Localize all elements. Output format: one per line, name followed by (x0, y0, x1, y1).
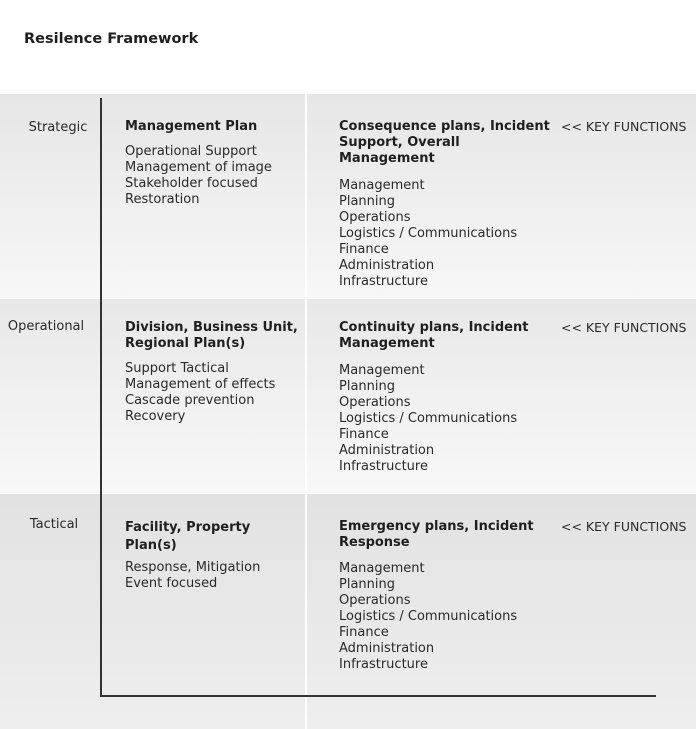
plan-tactical (125, 519, 300, 592)
function-item: Management (339, 363, 425, 378)
level-label-operational: Operational (7, 319, 85, 334)
functions-operational (339, 320, 554, 475)
column-divider (305, 94, 307, 729)
function-item: Infrastructure (339, 274, 428, 289)
plan-title: Management Plan (125, 119, 258, 134)
level-label-tactical: Tactical (29, 517, 79, 532)
vertical-axis (100, 98, 102, 697)
plan-strategic (125, 119, 300, 208)
plan-item: Event focused (125, 576, 218, 591)
function-item: Operations (339, 593, 411, 608)
functions-title: Consequence plans, Incident Support, Overall Management (339, 119, 550, 166)
plan-item: Recovery (125, 409, 186, 424)
plan-item: Support Tactical (125, 361, 229, 376)
key-functions-label: << KEY FUNCTIONS (561, 119, 687, 134)
function-item: Administration (339, 641, 435, 656)
function-item: Planning (339, 577, 395, 592)
plan-operational (125, 320, 300, 425)
plan-item: Management of image (125, 160, 272, 175)
functions-tactical (339, 519, 554, 673)
functions-title: Emergency plans, Incident Response (339, 519, 534, 550)
function-item: Administration (339, 258, 435, 273)
level-label-strategic: Strategic (28, 120, 88, 135)
plan-item: Operational Support (125, 144, 257, 159)
band-divider (0, 298, 696, 299)
function-item: Logistics / Communications (339, 411, 518, 426)
band-divider (0, 493, 696, 494)
diagram-title: Resilence Framework (24, 31, 199, 47)
function-item: Logistics / Communications (339, 226, 518, 241)
function-item: Planning (339, 194, 395, 209)
key-functions-label: << KEY FUNCTIONS (561, 519, 687, 534)
function-item: Management (339, 178, 425, 193)
plan-item: Stakeholder focused (125, 176, 258, 191)
functions-strategic (339, 119, 554, 290)
function-item: Logistics / Communications (339, 609, 518, 624)
function-item: Infrastructure (339, 459, 428, 474)
function-item: Operations (339, 395, 411, 410)
plan-item: Restoration (125, 192, 200, 207)
horizontal-axis (100, 695, 656, 697)
plan-item: Response, Mitigation (125, 560, 261, 575)
function-item: Finance (339, 625, 389, 640)
function-item: Management (339, 561, 425, 576)
plan-title: Facility, Property Plan(s) (125, 520, 251, 553)
key-functions-label: << KEY FUNCTIONS (561, 320, 687, 335)
function-item: Operations (339, 210, 411, 225)
function-item: Finance (339, 427, 389, 442)
plan-item: Management of effects (125, 377, 276, 392)
plan-item: Cascade prevention (125, 393, 255, 408)
functions-title: Continuity plans, Incident Management (339, 320, 529, 351)
function-item: Finance (339, 242, 389, 257)
function-item: Administration (339, 443, 435, 458)
function-item: Infrastructure (339, 657, 428, 672)
plan-title: Division, Business Unit, Regional Plan(s) (125, 320, 298, 351)
function-item: Planning (339, 379, 395, 394)
